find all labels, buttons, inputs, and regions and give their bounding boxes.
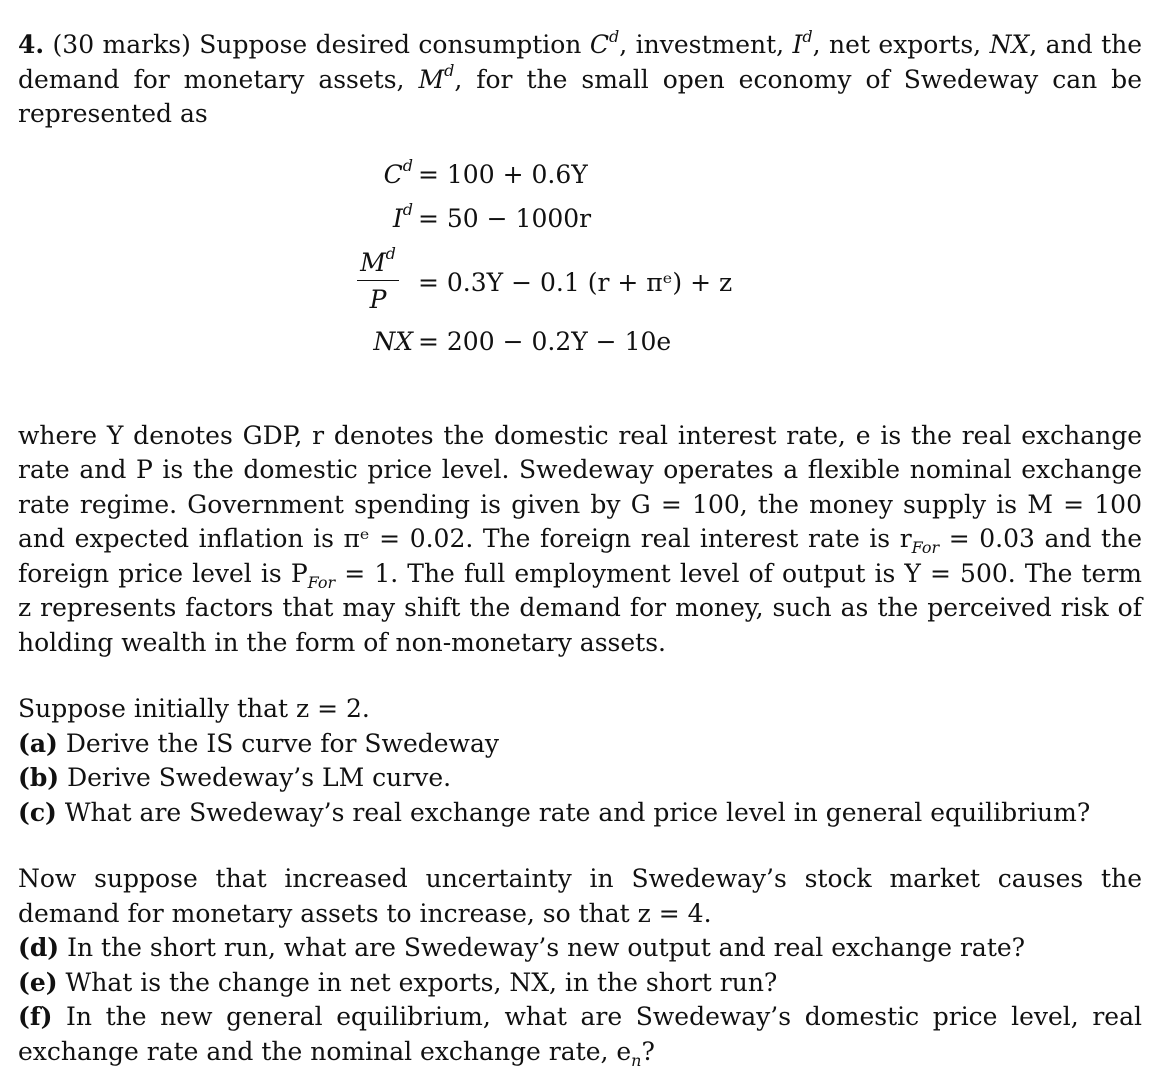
subscript-for-p: For xyxy=(307,572,336,592)
eq-rhs-money: 0.3Y − 0.1 (r + πᵉ) + z xyxy=(446,267,733,297)
symbol-nx: NX xyxy=(989,30,1030,59)
part-one xyxy=(18,692,1142,830)
eq-lhs-cd: $C^d$ xyxy=(383,156,413,189)
symbol-cd: $C^d$ xyxy=(589,26,620,59)
eq-lhs-id: $I^d$ xyxy=(392,200,413,233)
symbol-id: $I^d$ xyxy=(792,26,813,59)
intro-text-1: Suppose desired consumption xyxy=(199,30,582,59)
part-two-setup: Now suppose that increased uncertainty in Swedeway’s stock market causes the demand for monetary assets to increase, so that z = 4. xyxy=(18,864,1142,928)
label-a: (a) xyxy=(18,728,58,758)
question-f xyxy=(18,1000,1142,1069)
eq-lhs-md-over-p: $M^d$ P xyxy=(343,248,413,314)
label-d: (d) xyxy=(18,933,60,962)
text-f-end: ? xyxy=(641,1036,655,1066)
equation-block: $C^d$ = 100 + 0.6Y $I^d$ = 50 − 1000r $M^d$ P = 0.3Y − 0.1 (r + πᵉ) + z NX = 200 − 0.2Y − 10e xyxy=(18,160,1142,385)
description-part-1: where Y denotes GDP, r denotes the domestic real interest rate, e is the real exchange rate and P is the domestic price level. Swedeway operates a flexible nominal exchange rate regime. Government spending is given by G = 100, the money supply is M = 100 and expected inflation is πᵉ = 0.02. The foreign real interest rate is r xyxy=(18,420,1142,553)
text-a: Derive the IS curve for Swedeway xyxy=(65,728,499,758)
intro-text-2: , investment, xyxy=(619,30,785,59)
eq-rhs-investment: 50 − 1000r xyxy=(446,203,592,233)
equation-money-demand: $M^d$ P = 0.3Y − 0.1 (r + πᵉ) + z xyxy=(343,248,843,318)
intro-text-4: , and the demand for monetary assets, xyxy=(18,30,1143,94)
text-f: In the new general equilibrium, what are Swedeway’s domestic price level, real exchange rate and the nominal exchange rate, e xyxy=(18,1002,1142,1066)
subscript-n: n xyxy=(631,1050,642,1070)
label-b: (b) xyxy=(18,763,60,792)
question-b xyxy=(18,761,1142,796)
label-e: (e) xyxy=(18,967,58,997)
model-description xyxy=(18,419,1142,661)
problem-page xyxy=(18,28,1142,1069)
text-b: Derive Swedeway’s LM curve. xyxy=(67,763,452,792)
eq-rhs-consumption: 100 + 0.6Y xyxy=(446,159,588,189)
question-number: 4. xyxy=(18,30,45,59)
question-marks: (30 marks) xyxy=(52,30,191,59)
symbol-md: $M^d$ xyxy=(418,61,455,94)
text-d: In the short run, what are Swedeway’s new output and real exchange rate? xyxy=(67,933,1026,962)
question-a xyxy=(18,727,1142,762)
description-part-3: = 1. The full employment level of output is Y = 500. The term z represents factors that may shift the demand for money, such as the perceived risk of holding wealth in the form of non-monetary assets. xyxy=(18,558,1142,657)
question-e xyxy=(18,966,1142,1001)
description-part-2: = 0.03 and the foreign price level is P xyxy=(18,524,1142,588)
label-c: (c) xyxy=(18,797,57,827)
question-d xyxy=(18,931,1142,966)
text-e: What is the change in net exports, NX, in the short run? xyxy=(65,967,778,997)
part-two xyxy=(18,862,1142,1069)
intro-text-5: , for the small open economy of Swedeway can be represented as xyxy=(18,64,1142,128)
eq-rhs-netexports: 200 − 0.2Y − 10e xyxy=(446,326,672,356)
text-c: What are Swedeway’s real exchange rate and price level in general equilibrium? xyxy=(64,797,1091,827)
eq-lhs-nx: NX xyxy=(373,326,413,356)
subscript-for-r: For xyxy=(911,538,940,557)
intro-text-3: , net exports, xyxy=(812,30,982,59)
question-intro xyxy=(18,28,1142,132)
question-c xyxy=(18,796,1142,831)
part-one-setup: Suppose initially that z = 2. xyxy=(18,694,370,723)
label-f: (f) xyxy=(18,1002,53,1031)
